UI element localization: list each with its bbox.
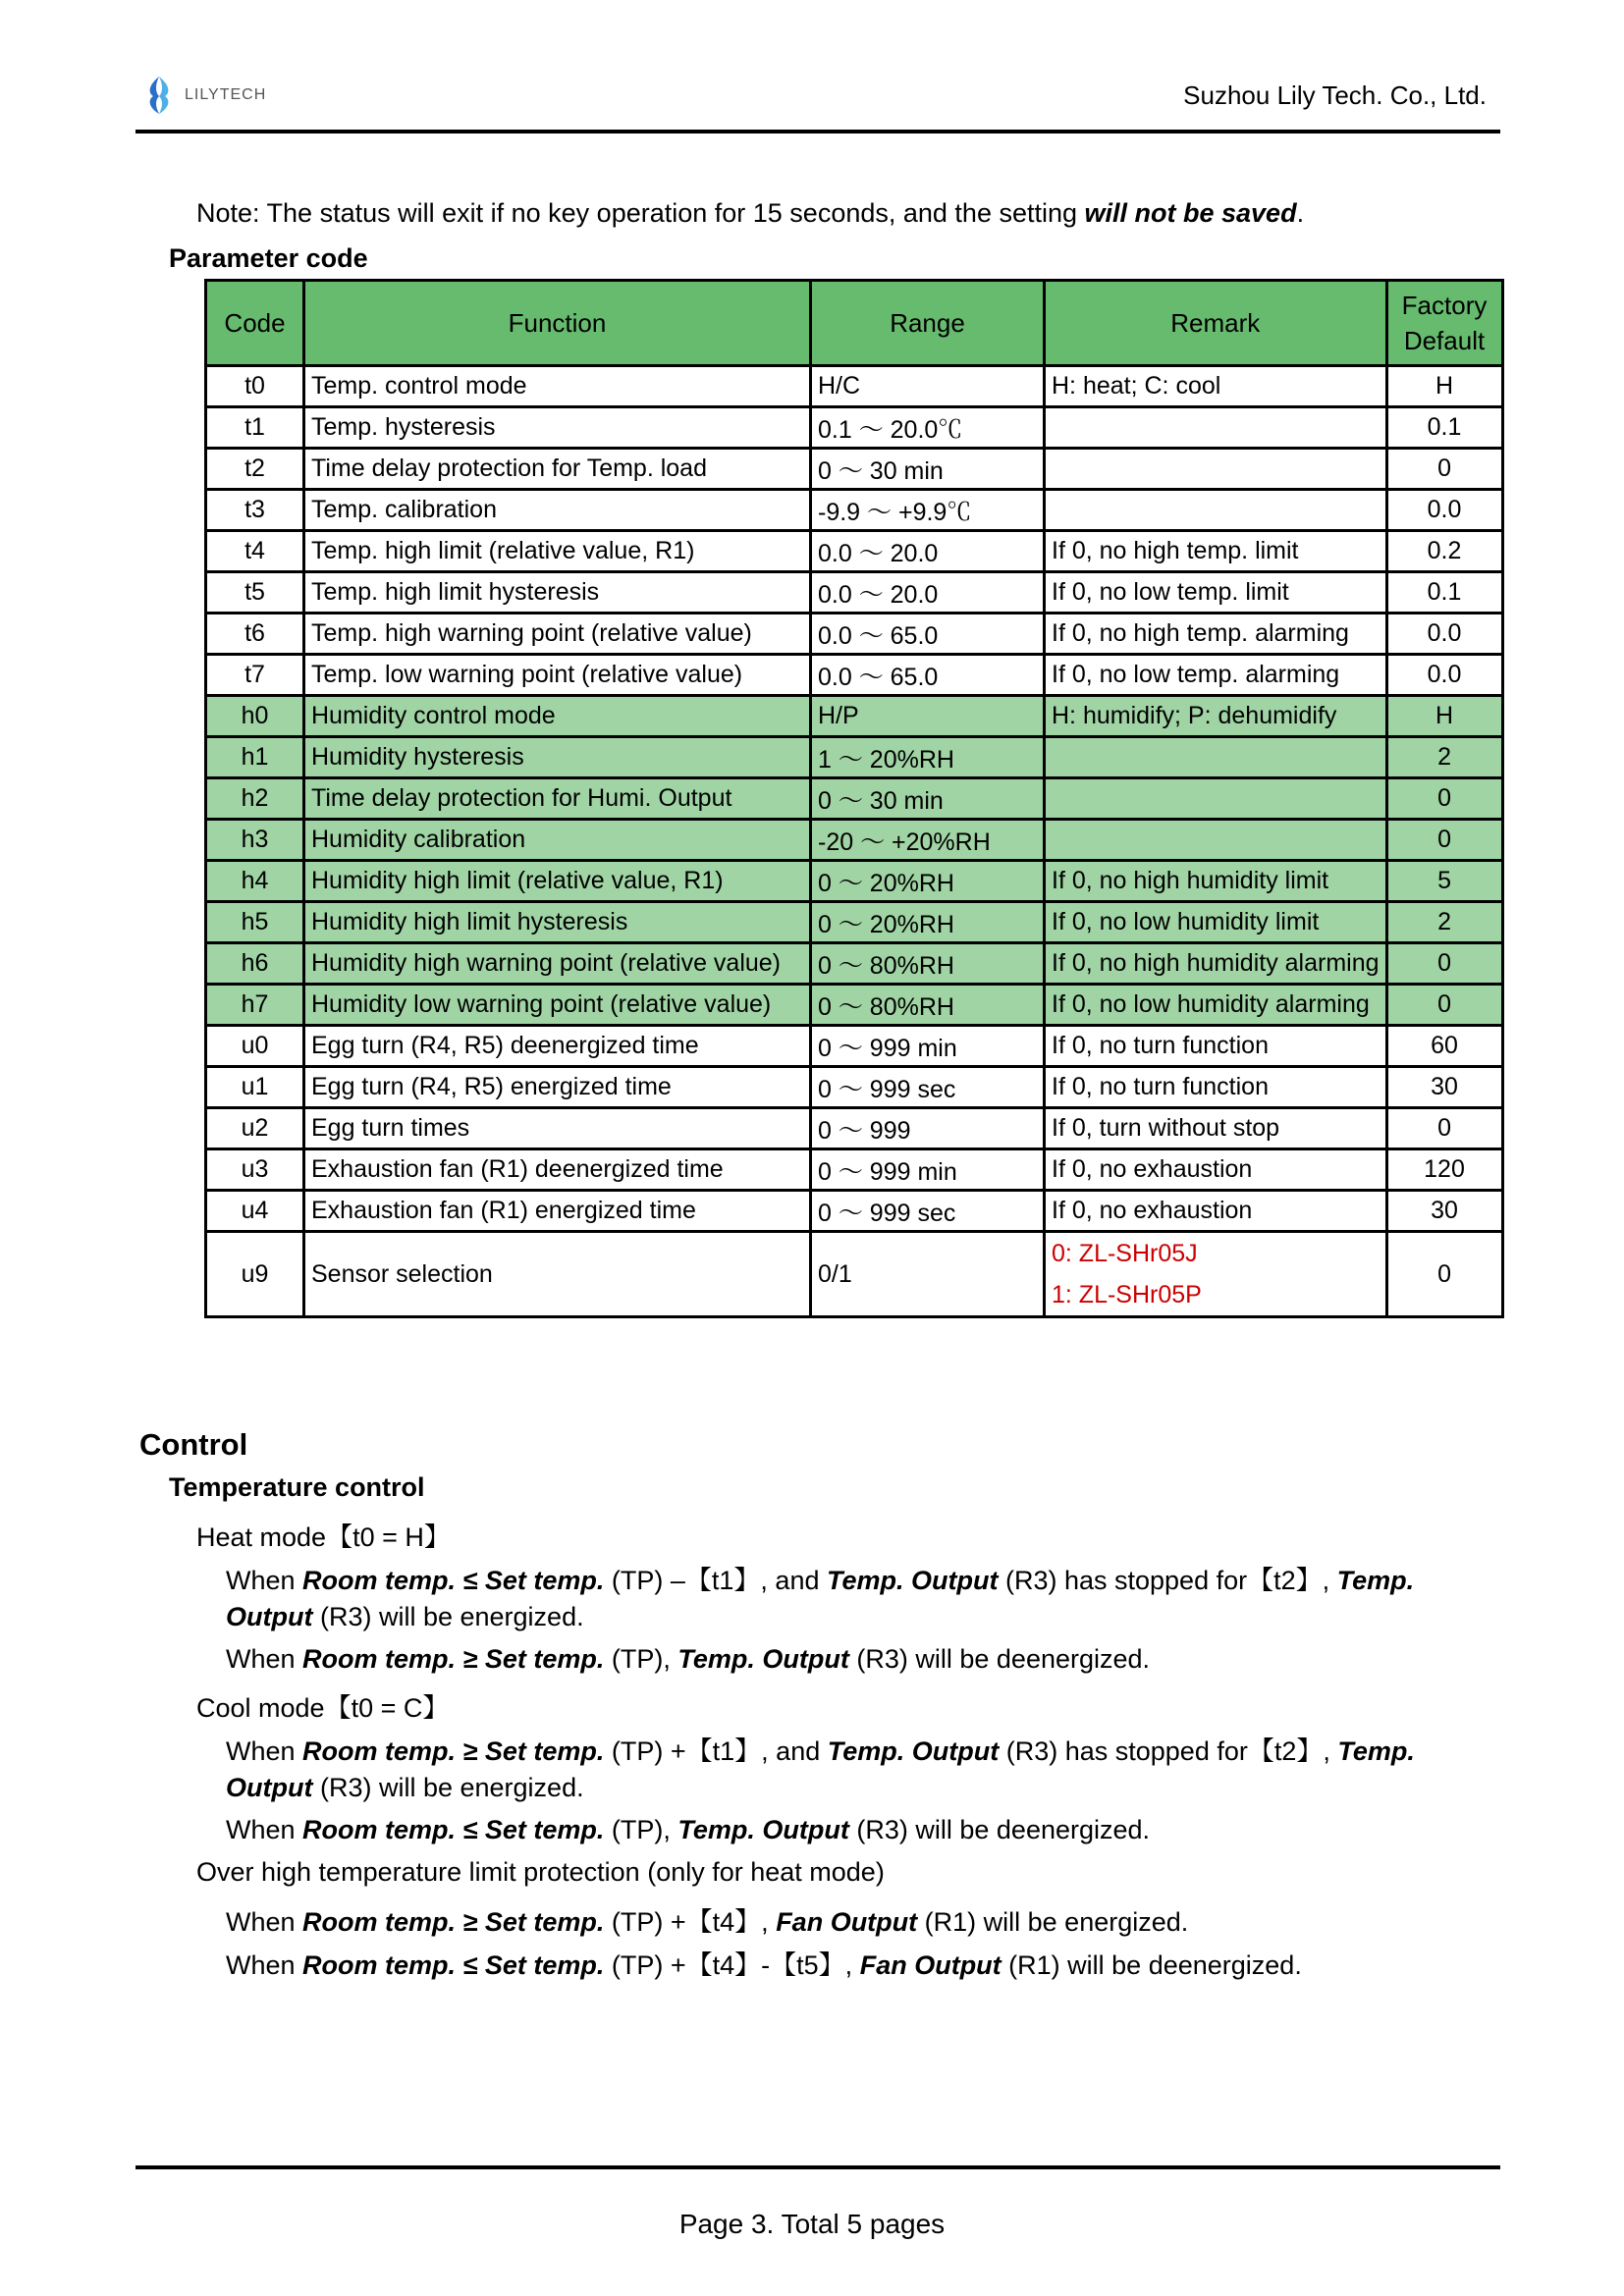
temperature-control-title: Temperature control	[169, 1472, 425, 1502]
cell-range: 0 ～ 999	[811, 1108, 1045, 1149]
cell-function: Egg turn (R4, R5) energized time	[304, 1067, 811, 1108]
remark-line: 0: ZL-SHr05J	[1052, 1240, 1198, 1267]
cell-code: u9	[206, 1232, 304, 1317]
company-logo	[141, 75, 266, 116]
table-row	[206, 696, 1503, 737]
cell-range: H/C	[811, 366, 1045, 407]
cell-code: t5	[206, 572, 304, 614]
parameter-table	[204, 279, 1504, 1318]
table-row	[206, 902, 1503, 943]
cell-range: -9.9 ～ +9.9℃	[811, 490, 1045, 531]
col-function: Function	[304, 281, 811, 366]
cell-remark	[1045, 1232, 1387, 1317]
cell-code: h4	[206, 861, 304, 902]
cell-code: u4	[206, 1191, 304, 1232]
cell-function: Temp. calibration	[304, 490, 811, 531]
cell-function: Exhaustion fan (R1) energized time	[304, 1191, 811, 1232]
cell-default: 2	[1386, 902, 1502, 943]
cell-range: 0 ～ 80%RH	[811, 943, 1045, 985]
heat-mode-title: Heat mode【t0 = H】	[196, 1522, 451, 1552]
cell-function: Egg turn times	[304, 1108, 811, 1149]
cell-code: u3	[206, 1149, 304, 1191]
table-row	[206, 572, 1503, 614]
cell-remark: If 0, no low humidity alarming	[1045, 985, 1387, 1026]
cell-code: h6	[206, 943, 304, 985]
cell-function: Temp. control mode	[304, 366, 811, 407]
cell-code: h5	[206, 902, 304, 943]
cell-remark	[1045, 820, 1387, 861]
cell-remark: If 0, no turn function	[1045, 1067, 1387, 1108]
cell-range: 0 ～ 30 min	[811, 449, 1045, 490]
heat-mode-line2: When Room temp. ≥ Set temp. (TP), Temp. Output (R3) will be deenergized.	[226, 1644, 1151, 1674]
cell-remark	[1045, 407, 1387, 449]
col-factory-line1: Factory	[1401, 291, 1488, 320]
note-prefix: Note: The status will exit if no key operation for 15 seconds, and the setting	[196, 198, 1085, 228]
col-remark: Remark	[1045, 281, 1387, 366]
cell-default: H	[1386, 366, 1502, 407]
cell-remark: If 0, no high temp. limit	[1045, 531, 1387, 572]
table-row	[206, 614, 1503, 655]
logo-text: LILYTECH	[185, 86, 267, 103]
cell-range: 0 ～ 20%RH	[811, 861, 1045, 902]
col-range: Range	[811, 281, 1045, 366]
cell-code: t4	[206, 531, 304, 572]
cell-function: Sensor selection	[304, 1232, 811, 1317]
col-factory-default	[1386, 281, 1502, 366]
table-row	[206, 449, 1503, 490]
table-row	[206, 820, 1503, 861]
cell-default: 0	[1386, 985, 1502, 1026]
cell-remark: If 0, no low temp. limit	[1045, 572, 1387, 614]
col-code: Code	[206, 281, 304, 366]
cell-code: h1	[206, 737, 304, 778]
table-header-row	[206, 281, 1503, 366]
table-row	[206, 1149, 1503, 1191]
parameter-table-body	[206, 366, 1503, 1317]
company-name: Suzhou Lily Tech. Co., Ltd.	[1183, 80, 1487, 110]
cell-default: 0.0	[1386, 490, 1502, 531]
page-header	[135, 67, 1500, 133]
cell-code: u1	[206, 1067, 304, 1108]
table-row	[206, 861, 1503, 902]
cell-default: 0	[1386, 1232, 1502, 1317]
cell-remark	[1045, 449, 1387, 490]
cell-code: t1	[206, 407, 304, 449]
cell-remark: If 0, turn without stop	[1045, 1108, 1387, 1149]
cell-function: Humidity high limit (relative value, R1)	[304, 861, 811, 902]
cell-function: Temp. hysteresis	[304, 407, 811, 449]
cell-range: 0 ～ 20%RH	[811, 902, 1045, 943]
note-text	[196, 198, 1304, 229]
cell-range: -20 ～ +20%RH	[811, 820, 1045, 861]
control-title: Control	[139, 1427, 248, 1462]
cell-remark	[1045, 778, 1387, 820]
cell-range: 0.0 ～ 65.0	[811, 655, 1045, 696]
table-row	[206, 366, 1503, 407]
table-row	[206, 1026, 1503, 1067]
cell-default: 0	[1386, 943, 1502, 985]
cell-default: 0.0	[1386, 655, 1502, 696]
cell-default: H	[1386, 696, 1502, 737]
cell-range: 0.0 ～ 65.0	[811, 614, 1045, 655]
cool-mode-line1: When Room temp. ≥ Set temp. (TP) +【t1】, and Temp. Output (R3) has stopped for【t2】, Temp.	[226, 1736, 1415, 1766]
cell-default: 120	[1386, 1149, 1502, 1191]
cell-function: Egg turn (R4, R5) deenergized time	[304, 1026, 811, 1067]
cell-default: 0	[1386, 778, 1502, 820]
cell-default: 0.1	[1386, 407, 1502, 449]
note-emphasis: will not be saved	[1084, 198, 1297, 228]
cell-code: h2	[206, 778, 304, 820]
cell-range: 0.0 ～ 20.0	[811, 531, 1045, 572]
cell-remark	[1045, 490, 1387, 531]
cell-code: u0	[206, 1026, 304, 1067]
cell-default: 0.1	[1386, 572, 1502, 614]
cell-range: 0 ～ 80%RH	[811, 985, 1045, 1026]
heat-mode-line1-cont: Output (R3) will be energized.	[226, 1602, 584, 1631]
cell-range: 0 ～ 30 min	[811, 778, 1045, 820]
cell-default: 2	[1386, 737, 1502, 778]
cell-remark: If 0, no exhaustion	[1045, 1149, 1387, 1191]
cell-remark: If 0, no turn function	[1045, 1026, 1387, 1067]
cell-remark: If 0, no exhaustion	[1045, 1191, 1387, 1232]
cell-remark: If 0, no high temp. alarming	[1045, 614, 1387, 655]
cell-code: t2	[206, 449, 304, 490]
cell-default: 0	[1386, 449, 1502, 490]
remark-line: 1: ZL-SHr05P	[1052, 1281, 1202, 1308]
cell-range: 0.0 ～ 20.0	[811, 572, 1045, 614]
over-high-line1: When Room temp. ≥ Set temp. (TP) +【t4】, Fan Output (R1) will be energized.	[226, 1907, 1189, 1937]
parameter-code-title: Parameter code	[169, 243, 368, 273]
table-row	[206, 737, 1503, 778]
cell-range: 0/1	[811, 1232, 1045, 1317]
cell-remark: If 0, no high humidity limit	[1045, 861, 1387, 902]
cell-code: u2	[206, 1108, 304, 1149]
cell-code: t7	[206, 655, 304, 696]
cell-function: Humidity high warning point (relative value)	[304, 943, 811, 985]
cell-function: Temp. high limit hysteresis	[304, 572, 811, 614]
table-row	[206, 1191, 1503, 1232]
cell-range: 0 ～ 999 sec	[811, 1191, 1045, 1232]
cell-function: Exhaustion fan (R1) deenergized time	[304, 1149, 811, 1191]
footer-divider	[135, 2165, 1500, 2169]
cell-default: 60	[1386, 1026, 1502, 1067]
cell-function: Time delay protection for Humi. Output	[304, 778, 811, 820]
cell-code: h3	[206, 820, 304, 861]
table-row	[206, 1232, 1503, 1317]
cell-range: 0 ～ 999 sec	[811, 1067, 1045, 1108]
cell-function: Humidity calibration	[304, 820, 811, 861]
cell-remark: If 0, no low humidity limit	[1045, 902, 1387, 943]
over-high-line2: When Room temp. ≤ Set temp. (TP) +【t4】-【t5】, Fan Output (R1) will be deenergized.	[226, 1950, 1302, 1980]
cell-default: 0.0	[1386, 614, 1502, 655]
table-row	[206, 1108, 1503, 1149]
cell-default: 5	[1386, 861, 1502, 902]
table-row	[206, 407, 1503, 449]
cell-remark: If 0, no low temp. alarming	[1045, 655, 1387, 696]
cell-function: Humidity hysteresis	[304, 737, 811, 778]
cell-function: Temp. low warning point (relative value)	[304, 655, 811, 696]
cell-default: 0	[1386, 1108, 1502, 1149]
cell-range: 0 ～ 999 min	[811, 1149, 1045, 1191]
table-row	[206, 531, 1503, 572]
cell-range: 0.1 ～ 20.0℃	[811, 407, 1045, 449]
cell-range: 0 ～ 999 min	[811, 1026, 1045, 1067]
cell-default: 30	[1386, 1191, 1502, 1232]
over-high-title: Over high temperature limit protection (only for heat mode)	[196, 1857, 885, 1887]
cell-function: Humidity control mode	[304, 696, 811, 737]
cell-remark	[1045, 737, 1387, 778]
heat-mode-line1: When Room temp. ≤ Set temp. (TP) –【t1】, and Temp. Output (R3) has stopped for【t2】, Temp.	[226, 1566, 1415, 1595]
page-number: Page 3. Total 5 pages	[678, 2209, 946, 2239]
cell-function: Time delay protection for Temp. load	[304, 449, 811, 490]
table-row	[206, 655, 1503, 696]
cell-default: 30	[1386, 1067, 1502, 1108]
cell-code: t0	[206, 366, 304, 407]
cell-code: t3	[206, 490, 304, 531]
table-row	[206, 943, 1503, 985]
table-row	[206, 778, 1503, 820]
cell-code: h0	[206, 696, 304, 737]
table-row	[206, 490, 1503, 531]
cell-function: Temp. high limit (relative value, R1)	[304, 531, 811, 572]
lilytech-logo-icon	[141, 75, 177, 116]
table-row	[206, 1067, 1503, 1108]
cell-function: Humidity high limit hysteresis	[304, 902, 811, 943]
cell-remark: If 0, no high humidity alarming	[1045, 943, 1387, 985]
col-factory-line2: Default	[1403, 326, 1486, 355]
table-row	[206, 985, 1503, 1026]
cell-remark: H: humidify; P: dehumidify	[1045, 696, 1387, 737]
cool-mode-line2: When Room temp. ≤ Set temp. (TP), Temp. Output (R3) will be deenergized.	[226, 1815, 1151, 1844]
cool-mode-title: Cool mode【t0 = C】	[196, 1693, 450, 1723]
cell-function: Humidity low warning point (relative value)	[304, 985, 811, 1026]
cell-remark: H: heat; C: cool	[1045, 366, 1387, 407]
cell-function: Temp. high warning point (relative value)	[304, 614, 811, 655]
cell-code: h7	[206, 985, 304, 1026]
cell-range: H/P	[811, 696, 1045, 737]
note-suffix: .	[1296, 198, 1305, 228]
cell-default: 0	[1386, 820, 1502, 861]
cell-range: 1 ～ 20%RH	[811, 737, 1045, 778]
cool-mode-line1-cont: Output (R3) will be energized.	[226, 1773, 584, 1802]
cell-default: 0.2	[1386, 531, 1502, 572]
cell-code: t6	[206, 614, 304, 655]
